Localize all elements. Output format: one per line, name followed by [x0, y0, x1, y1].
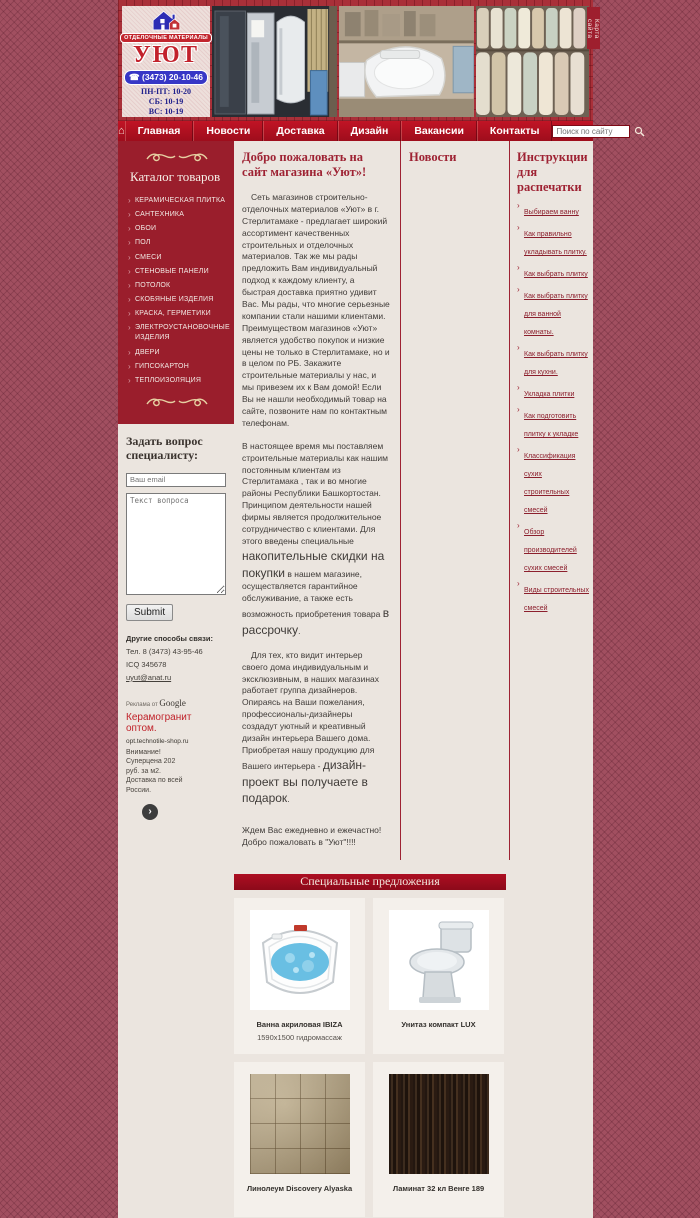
news-column: [400, 141, 509, 860]
bullet-arrow-icon: ›: [517, 383, 520, 392]
ad-text: Внимание! Суперцена 202 руб. за м2. Доставка по всей России.: [126, 748, 183, 794]
nav-item-design[interactable]: Дизайн: [338, 121, 402, 141]
catalog-item[interactable]: › САНТЕХНИКА: [128, 210, 185, 220]
list-item: [517, 521, 589, 575]
contact-email-link[interactable]: uyut@anat.ru: [126, 672, 172, 682]
bullet-arrow-icon: ›: [517, 223, 520, 232]
ornament-icon: [145, 396, 209, 408]
about-paragraph-2: В настоящее время мы поставляем строительные материалы как нашим постоянным клиентам из Стерлитамака , так и во многие районы Республики Башкортостан. Принципом деятельности нашей фирмы является продолжительное сотрудничество с клиентами. Для этого введены специальные накопительные скидки на покупки в нашем магазине, осуществляется гарантийное обслуживание, а также есть возможность приобретения товара в рассрочку.: [242, 440, 390, 637]
product-image-linoleum: [250, 1074, 350, 1174]
catalog-item[interactable]: › ОБОИ: [128, 224, 157, 234]
catalog-item[interactable]: › СТЕНОВЫЕ ПАНЕЛИ: [128, 266, 209, 276]
print-instructions-column: [509, 141, 593, 860]
bullet-arrow-icon: ›: [128, 266, 131, 276]
bullet-arrow-icon: ›: [128, 280, 131, 290]
bullet-arrow-icon: ›: [128, 224, 131, 234]
content-column: [118, 0, 593, 1218]
google-logo: Google: [159, 697, 186, 708]
main-nav: [118, 121, 593, 141]
bullet-arrow-icon: ›: [517, 201, 520, 210]
catalog-list: [128, 194, 230, 388]
catalog-item[interactable]: › ГИПСОКАРТОН: [128, 361, 189, 371]
product-subtitle: [239, 1196, 360, 1205]
bullet-arrow-icon: ›: [517, 343, 520, 352]
instruction-link[interactable]: Как правильно укладывать плитку.: [524, 231, 587, 256]
header-photo-showers: [212, 6, 337, 117]
product-card-toilet[interactable]: [373, 898, 504, 1054]
contact-phone: Тел. 8 (3473) 43-95-46: [126, 646, 203, 656]
bullet-arrow-icon: ›: [128, 196, 131, 205]
instruction-link[interactable]: Виды строительных смесей: [524, 587, 589, 612]
other-contacts: [126, 634, 226, 682]
welcome-column: [234, 141, 400, 860]
home-icon[interactable]: ⌂: [118, 125, 125, 137]
list-item: [517, 263, 589, 281]
header-photo-wallpaper: [476, 6, 589, 117]
list-item: [517, 343, 589, 379]
nav-item-main[interactable]: Главная: [125, 121, 194, 141]
product-image-laminate: [389, 1074, 489, 1174]
product-subtitle: 1590x1500 гидромассаж: [257, 1032, 342, 1042]
catalog-item[interactable]: › ТЕПЛОИЗОЛЯЦИЯ: [128, 375, 202, 385]
bullet-arrow-icon: ›: [128, 361, 131, 371]
instruction-link[interactable]: Выбираем ванну: [524, 209, 579, 216]
ask-specialist-form: [118, 424, 234, 820]
product-card-laminate[interactable]: [373, 1062, 504, 1218]
catalog-item[interactable]: › КЕРАМИЧЕСКАЯ ПЛИТКА: [128, 196, 226, 205]
submit-button[interactable]: Submit: [126, 604, 173, 621]
list-item: [517, 201, 589, 219]
highlight-installments: в рассрочку: [242, 606, 390, 637]
email-field[interactable]: [126, 473, 226, 487]
search-input[interactable]: [552, 125, 630, 138]
bullet-arrow-icon: ›: [128, 347, 131, 357]
ornament-icon: [145, 151, 209, 163]
ad-url: opt.technotile-shop.ru: [126, 737, 189, 745]
instruction-link[interactable]: Обзор производителей сухих смесей: [524, 529, 577, 572]
logo-link[interactable]: [122, 6, 210, 117]
ask-form-title: Задать вопрос специалисту:: [126, 433, 203, 463]
product-image-bath: [250, 910, 350, 1010]
catalog-item[interactable]: › ПОТОЛОК: [128, 280, 171, 290]
logo-house-icon: [137, 9, 195, 32]
bullet-arrow-icon: ›: [128, 252, 131, 262]
special-offers-section: [234, 874, 506, 1218]
product-name: Линолеум Discovery Alyaska: [246, 1183, 353, 1193]
catalog-item[interactable]: › ДВЕРИ: [128, 347, 160, 357]
ad-next-button[interactable]: [142, 804, 158, 820]
bullet-arrow-icon: ›: [128, 323, 131, 333]
about-paragraph-1: Сеть магазинов строительно-отделочных материалов «Уют» в г. Стерлитамаке - предлагает широкий ассортимент качественных строительных и отделочных материалов. Так же мы рады предложить Вам индивидуальный подход к каждому клиенту, а быстрая доставка приятно удивит Вас. Мы рады, что многие серьезные компании стали нашими клиентами. Преимуществом магазинов «Уют» является удобство покупок и низкие цены не только в Стерлитамаке, но и в целом по РБ. Закажите строительные материалы у нас, и мы привезем их к Вам домой! Если Вы не нашли необходимый товар на сайте, позвоните нам по контактным телефонам.: [242, 192, 390, 428]
phone-icon: ☎: [129, 72, 140, 82]
chevron-right-icon: ›: [148, 806, 152, 818]
list-item: [517, 383, 589, 401]
catalog-item[interactable]: › ЭЛЕКТРОУСТАНОВОЧНЫЕ ИЗДЕЛИЯ: [128, 323, 230, 342]
header: [118, 0, 593, 121]
product-name: Унитаз компакт LUX: [401, 1019, 476, 1029]
instruction-link[interactable]: Как подготовить плитку к укладке: [524, 413, 579, 438]
bullet-arrow-icon: ›: [128, 309, 131, 319]
product-card-linoleum[interactable]: [234, 1062, 365, 1218]
brand-name: УЮТ: [132, 41, 200, 68]
list-item: [517, 579, 589, 615]
catalog-title: Каталог товаров: [130, 169, 221, 184]
instruction-link[interactable]: Укладка плитки: [524, 391, 575, 398]
bullet-arrow-icon: ›: [128, 238, 131, 248]
bullet-arrow-icon: ›: [517, 405, 520, 414]
bullet-arrow-icon: ›: [517, 285, 520, 294]
instruction-link[interactable]: Как выбрать плитку для кухни.: [524, 351, 588, 376]
instructions-title: Инструкции для распечатки: [517, 150, 588, 194]
main-area: [234, 141, 593, 1218]
product-image-toilet: [389, 910, 489, 1010]
instruction-link[interactable]: Классификация сухих строительных смесей: [524, 453, 576, 514]
bullet-arrow-icon: ›: [128, 294, 131, 304]
highlight-design-gift: дизайн-проект вы получаете в подарок: [242, 757, 368, 806]
about-paragraph-4: Ждем Вас ежедневно и ежечастно! Добро пожаловать в "Уют"!!!!: [242, 825, 382, 848]
nav-item-vacancies[interactable]: Вакансии: [401, 121, 477, 141]
catalog-item[interactable]: › КРАСКА, ГЕРМЕТИКИ: [128, 309, 211, 319]
list-item: [517, 445, 589, 517]
bullet-arrow-icon: ›: [517, 263, 520, 272]
bullet-arrow-icon: ›: [128, 375, 131, 385]
list-item: [517, 223, 589, 259]
google-ad: [126, 698, 226, 820]
nav-item-news[interactable]: Новости: [193, 121, 263, 141]
sidebar: [118, 141, 234, 820]
catalog-item[interactable]: › СКОБЯНЫЕ ИЗДЕЛИЯ: [128, 294, 214, 304]
header-photo-bath: [339, 6, 474, 117]
nav-item-delivery[interactable]: Доставка: [263, 121, 337, 141]
product-subtitle: [378, 1033, 499, 1042]
instructions-list: [517, 201, 589, 615]
search-icon[interactable]: [633, 125, 646, 138]
news-title: Новости: [409, 150, 457, 164]
catalog-block: [118, 141, 234, 424]
nav-item-contacts[interactable]: Контакты: [477, 121, 553, 141]
bullet-arrow-icon: ›: [517, 445, 520, 454]
ad-title-link[interactable]: Керамогранит оптом.: [126, 711, 192, 735]
product-card-bath[interactable]: [234, 898, 365, 1054]
working-hours: ПН-ПТ: 10-20 СБ: 10-19 ВС: 10-19: [141, 87, 191, 116]
product-subtitle: [378, 1196, 499, 1205]
instruction-link[interactable]: Как выбрать плитку: [524, 271, 588, 278]
question-field[interactable]: [126, 493, 226, 595]
list-item: [517, 405, 589, 441]
catalog-item[interactable]: › СМЕСИ: [128, 252, 162, 262]
content-body: [118, 141, 593, 1218]
page-title: Добро пожаловать на сайт магазина «Уют»!: [242, 150, 367, 179]
product-name: Ванна акриловая IBIZA: [256, 1019, 343, 1029]
catalog-item[interactable]: › ПОЛ: [128, 238, 151, 248]
bullet-arrow-icon: ›: [128, 210, 131, 220]
special-offers-header: Специальные предложения: [234, 874, 506, 890]
list-item: [517, 285, 589, 339]
about-paragraph-3: Для тех, кто видит интерьер своего дома индивидуальным и эксклюзивным, в наших магазинах работает группа дизайнеров. Опираясь на Ваши пожелания, профессионалы-дизайнеры создадут уютный и креативный дизайн интерьера Вашего дома. Приобретая нашу продукцию для Вашего интерьера - дизайн-проект вы получаете в подарок.: [242, 649, 379, 806]
bullet-arrow-icon: ›: [517, 579, 520, 588]
logo-ribbon: ОТДЕЛОЧНЫЕ МАТЕРИАЛЫ: [120, 33, 212, 43]
header-phone: ☎ (3473) 20-10-46: [124, 70, 208, 85]
site-map-tab[interactable]: Карта сайта: [587, 7, 600, 49]
contact-icq: ICQ 345678: [126, 659, 167, 669]
highlight-discounts: накопительные скидки на покупки: [242, 548, 385, 580]
contacts-title: Другие способы связи:: [126, 633, 213, 643]
ad-provider: Реклама от Google: [126, 697, 186, 708]
instruction-link[interactable]: Как выбрать плитку для ванной комнаты.: [524, 293, 588, 336]
product-name: Ламинат 32 кл Венге 189: [392, 1183, 485, 1193]
bullet-arrow-icon: ›: [517, 521, 520, 530]
